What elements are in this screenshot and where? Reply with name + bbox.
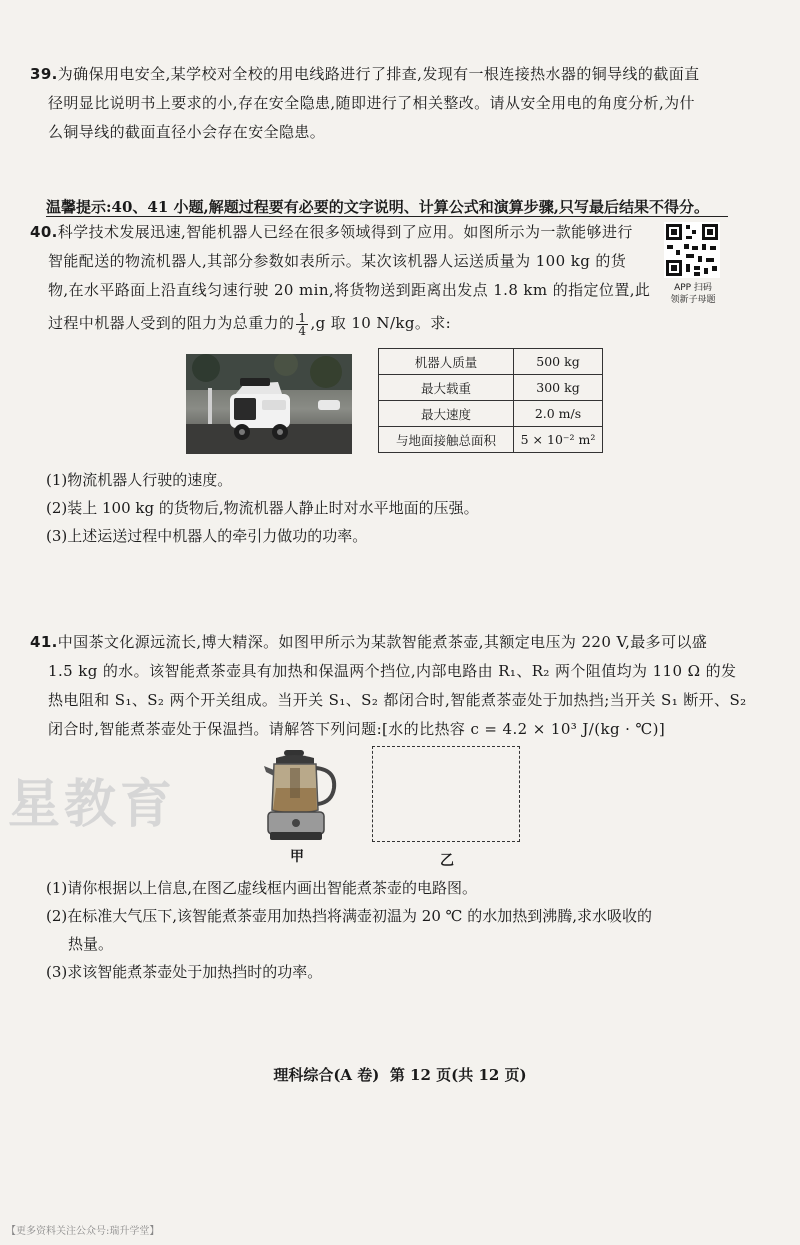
table-row: 机器人质量 500 kg bbox=[379, 349, 603, 375]
q40-sub-2: (2)装上 100 kg 的货物后,物流机器人静止时对水平地面的压强。 bbox=[46, 499, 479, 517]
question-41 bbox=[30, 628, 765, 744]
robot-params-table-wrap bbox=[378, 348, 603, 453]
q40-subquestions bbox=[46, 466, 746, 550]
q39-line-3: 么铜导线的截面直径小会存在安全隐患。 bbox=[48, 123, 326, 141]
figure-a-label: 甲 bbox=[290, 849, 304, 865]
qr-caption: APP 扫码 领新子母题 bbox=[670, 283, 716, 305]
q41-sub-2: (2)在标准大气压下,该智能煮茶壶用加热挡将满壶初温为 20 ℃ 的水加热到沸腾,求水吸收的 bbox=[46, 907, 652, 925]
question-40 bbox=[30, 218, 670, 338]
tea-kettle-image bbox=[262, 748, 346, 844]
table-row: 最大速度 2.0 m/s bbox=[379, 401, 603, 427]
robot-params-table bbox=[378, 348, 603, 453]
watermark-text: 星教育 bbox=[8, 775, 177, 835]
qr-code-icon[interactable] bbox=[664, 222, 720, 278]
figure-b-label: 乙 bbox=[440, 853, 454, 869]
q41-subquestions bbox=[46, 874, 776, 986]
q41-sub-2-cont: 热量。 bbox=[68, 935, 114, 953]
q40-line-4: 过程中机器人受到的阻力为总重力的 $\frac{1}{4}$ ,g 取 10 N/kg。求: bbox=[48, 310, 452, 338]
question-39 bbox=[30, 60, 760, 147]
q40-line-1: 40.科学技术发展迅速,智能机器人已经在很多领域得到了应用。如图所示为一款能够进行 bbox=[30, 223, 633, 241]
solution-tip: 温馨提示:40、41 小题,解题过程要有必要的文字说明、计算公式和演算步骤,只写最后结果不得分。 bbox=[46, 198, 709, 216]
tip-underline bbox=[46, 216, 728, 217]
page-footer: 理科综合(A 卷) 第 12 页(共 12 页) bbox=[273, 1066, 527, 1084]
q39-line-1: 39.为确保用电安全,某学校对全校的用电线路进行了排查,发现有一根连接热水器的铜导线的截面直 bbox=[30, 65, 700, 83]
q41-sub-1: (1)请你根据以上信息,在图乙虚线框内画出智能煮茶壶的电路图。 bbox=[46, 879, 478, 897]
q40-line-3: 物,在水平路面上沿直线匀速行驶 20 min,将货物送到距离出发点 1.8 km 的指定位置,此 bbox=[48, 281, 651, 299]
table-row: 与地面接触总面积 5 × 10⁻² m² bbox=[379, 427, 603, 453]
q39-line-2: 径明显比说明书上要求的小,存在安全隐患,随即进行了相关整改。请从安全用电的角度分析,为什 bbox=[48, 94, 695, 112]
q40-line-2: 智能配送的物流机器人,其部分参数如表所示。某次该机器人运送质量为 100 kg 的货 bbox=[48, 252, 627, 270]
q39-number: 39. bbox=[30, 65, 58, 83]
robot-photo bbox=[186, 354, 352, 454]
q40-sub-1: (1)物流机器人行驶的速度。 bbox=[46, 471, 233, 489]
q41-line-2: 1.5 kg 的水。该智能煮茶壶具有加热和保温两个挡位,内部电路由 R₁、R₂ 两个阻值均为 110 Ω 的发 bbox=[48, 662, 737, 680]
q41-number: 41. bbox=[30, 633, 58, 651]
q41-line-4: 闭合时,智能煮茶壶处于保温挡。请解答下列问题:[水的比热容 c = 4.2 × 10³ J/(kg · ℃)] bbox=[48, 720, 666, 738]
q41-line-1: 41.中国茶文化源远流长,博大精深。如图甲所示为某款智能煮茶壶,其额定电压为 220 V,最多可以盛 bbox=[30, 633, 708, 651]
fraction-quarter: $\frac{1}{4}$ bbox=[298, 310, 307, 338]
q41-line-3: 热电阻和 S₁、S₂ 两个开关组成。当开关 S₁、S₂ 都闭合时,智能煮茶壶处于加热挡;当开关 S₁ 断开、S₂ bbox=[48, 691, 747, 709]
q41-sub-3: (3)求该智能煮茶壶处于加热挡时的功率。 bbox=[46, 963, 323, 981]
circuit-drawing-box[interactable] bbox=[372, 746, 520, 842]
table-row: 最大载重 300 kg bbox=[379, 375, 603, 401]
q40-number: 40. bbox=[30, 223, 58, 241]
bottom-note: 【更多资料关注公众号:瑞升学堂】 bbox=[6, 1226, 160, 1237]
q40-sub-3: (3)上述运送过程中机器人的牵引力做功的功率。 bbox=[46, 527, 368, 545]
